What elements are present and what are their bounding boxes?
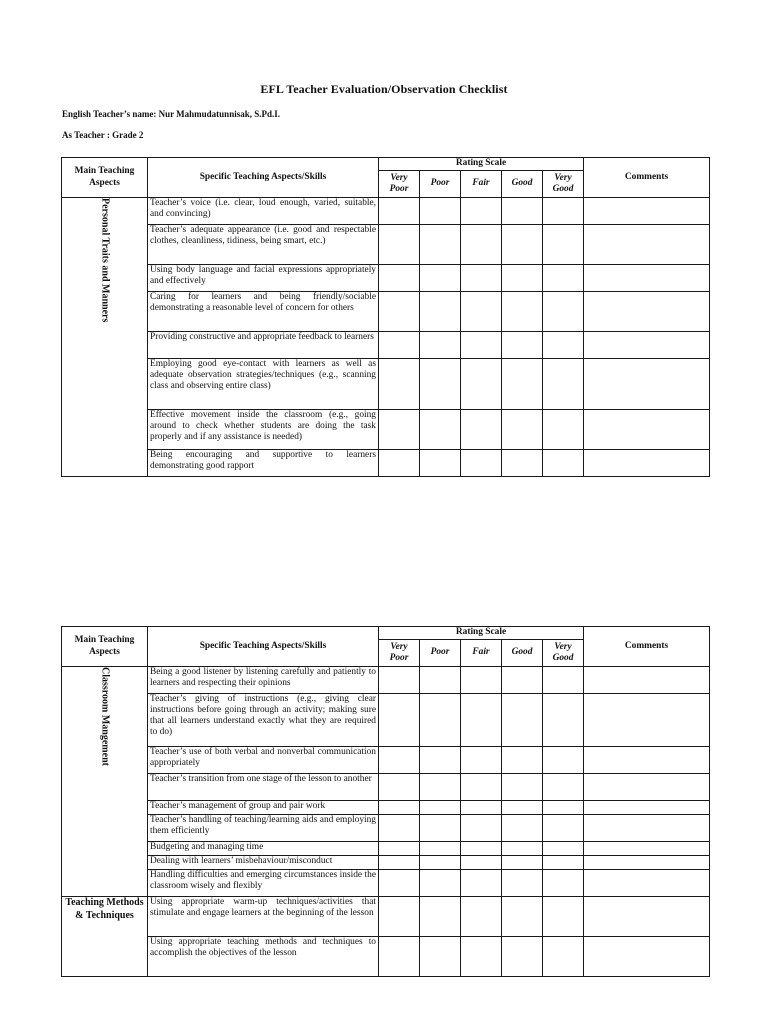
rating-very-poor: Very Poor	[379, 171, 420, 198]
rating-cell[interactable]	[502, 667, 543, 694]
skill-text: Budgeting and managing time	[148, 842, 379, 856]
skill-row	[62, 937, 710, 977]
rating-cell[interactable]	[543, 774, 584, 801]
rating-cell[interactable]	[420, 225, 461, 265]
rating-cell[interactable]	[461, 410, 502, 450]
rating-cell[interactable]	[502, 897, 543, 937]
rating-cell[interactable]	[461, 870, 502, 897]
evaluation-table-1	[61, 157, 710, 477]
comment-cell[interactable]	[584, 801, 710, 815]
rating-cell[interactable]	[502, 856, 543, 870]
rating-cell[interactable]	[502, 292, 543, 332]
rating-cell[interactable]	[543, 870, 584, 897]
rating-cell[interactable]	[420, 198, 461, 225]
skill-text: Using body language and facial expressions appropriately and effectively	[148, 265, 379, 292]
rating-cell[interactable]	[502, 801, 543, 815]
main-aspect-label: Classroom Mangement	[99, 667, 111, 766]
skill-text: Teacher’s giving of instructions (e.g., giving clear instructions before going through an activity; making sure that all learners understand exactly what they are required to do)	[148, 694, 379, 747]
comment-cell[interactable]	[584, 747, 710, 774]
comments-header: Comments	[584, 627, 710, 667]
rating-cell[interactable]	[502, 815, 543, 842]
rating-cell[interactable]	[461, 897, 502, 937]
rating-cell[interactable]	[379, 225, 420, 265]
skill-row	[62, 410, 710, 450]
main-aspect-label: Personal Traits and Manners	[99, 198, 111, 323]
comment-cell[interactable]	[584, 774, 710, 801]
rating-cell[interactable]	[502, 694, 543, 747]
skill-text: Employing good eye-contact with learners as well as adequate observation strategies/techniques (e.g., scanning class and observing entire class)	[148, 359, 379, 410]
rating-cell[interactable]	[379, 815, 420, 842]
rating-cell[interactable]	[543, 225, 584, 265]
skill-text: Teacher’s handling of teaching/learning aids and employing them efficiently	[148, 815, 379, 842]
rating-cell[interactable]	[379, 774, 420, 801]
skill-text: Providing constructive and appropriate feedback to learners	[148, 332, 379, 359]
main-aspect-label: Teaching Methods & Techniques	[65, 897, 144, 921]
rating-cell[interactable]	[543, 815, 584, 842]
comment-cell[interactable]	[584, 870, 710, 897]
specific-skills-header: Specific Teaching Aspects/Skills	[148, 158, 379, 198]
skill-row	[62, 774, 710, 801]
rating-cell[interactable]	[502, 774, 543, 801]
rating-cell[interactable]	[379, 450, 420, 477]
comment-cell[interactable]	[584, 265, 710, 292]
rating-cell[interactable]	[420, 815, 461, 842]
rating-cell[interactable]	[543, 198, 584, 225]
skill-row	[62, 897, 710, 937]
rating-cell[interactable]	[379, 292, 420, 332]
skill-row	[62, 265, 710, 292]
rating-cell[interactable]	[379, 694, 420, 747]
skill-row	[62, 801, 710, 815]
rating-cell[interactable]	[502, 842, 543, 856]
rating-cell[interactable]	[543, 292, 584, 332]
rating-scale-header: Rating Scale	[379, 158, 584, 171]
rating-very-good: Very Good	[543, 640, 584, 667]
comment-cell[interactable]	[584, 667, 710, 694]
rating-cell[interactable]	[379, 842, 420, 856]
rating-cell[interactable]	[379, 332, 420, 359]
skill-row	[62, 292, 710, 332]
rating-cell[interactable]	[379, 856, 420, 870]
main-aspect-cell	[62, 667, 148, 897]
comment-cell[interactable]	[584, 450, 710, 477]
rating-cell[interactable]	[543, 937, 584, 977]
rating-cell[interactable]	[461, 842, 502, 856]
skill-text: Effective movement inside the classroom (e.g., going around to check whether students are doing the task properly and if any assistance is needed)	[148, 410, 379, 450]
comment-cell[interactable]	[584, 359, 710, 410]
comment-cell[interactable]	[584, 856, 710, 870]
rating-very-poor: Very Poor	[379, 640, 420, 667]
skill-row	[62, 856, 710, 870]
skill-text: Using appropriate warm-up techniques/activities that stimulate and engage learners at the beginning of the lesson	[148, 897, 379, 937]
main-aspects-header: Main Teaching Aspects	[62, 627, 148, 667]
rating-cell[interactable]	[420, 937, 461, 977]
rating-cell[interactable]	[502, 359, 543, 410]
comments-header: Comments	[584, 158, 710, 198]
rating-cell[interactable]	[461, 292, 502, 332]
rating-fair: Fair	[461, 171, 502, 198]
main-aspect-cell	[62, 897, 148, 977]
skill-row	[62, 667, 710, 694]
rating-cell[interactable]	[379, 747, 420, 774]
rating-cell[interactable]	[461, 198, 502, 225]
rating-cell[interactable]	[461, 774, 502, 801]
rating-cell[interactable]	[461, 747, 502, 774]
teacher-name-line: English Teacher’s name: Nur Mahmudatunnisak, S.Pd.I.	[62, 109, 280, 119]
skill-text: Teacher’s adequate appearance (i.e. good and respectable clothes, cleanliness, tidiness, being smart, etc.)	[148, 225, 379, 265]
rating-cell[interactable]	[461, 801, 502, 815]
comment-cell[interactable]	[584, 225, 710, 265]
rating-cell[interactable]	[379, 265, 420, 292]
comment-cell[interactable]	[584, 292, 710, 332]
rating-cell[interactable]	[420, 774, 461, 801]
rating-scale-header: Rating Scale	[379, 627, 584, 640]
main-aspects-header: Main Teaching Aspects	[62, 158, 148, 198]
rating-cell[interactable]	[543, 410, 584, 450]
rating-cell[interactable]	[379, 937, 420, 977]
comment-cell[interactable]	[584, 842, 710, 856]
rating-cell[interactable]	[420, 265, 461, 292]
rating-cell[interactable]	[420, 694, 461, 747]
rating-cell[interactable]	[502, 265, 543, 292]
rating-cell[interactable]	[461, 937, 502, 977]
evaluation-table-2	[61, 626, 710, 977]
rating-cell[interactable]	[543, 856, 584, 870]
skill-text: Handling difficulties and emerging circumstances inside the classroom wisely and flexibly	[148, 870, 379, 897]
rating-cell[interactable]	[502, 225, 543, 265]
rating-cell[interactable]	[379, 198, 420, 225]
rating-poor: Poor	[420, 171, 461, 198]
rating-cell[interactable]	[420, 842, 461, 856]
rating-cell[interactable]	[420, 870, 461, 897]
rating-cell[interactable]	[420, 747, 461, 774]
rating-cell[interactable]	[502, 198, 543, 225]
skill-row	[62, 225, 710, 265]
skill-row	[62, 332, 710, 359]
skill-text: Teacher’s voice (i.e. clear, loud enough, varied, suitable, and convincing)	[148, 198, 379, 225]
rating-cell[interactable]	[461, 332, 502, 359]
rating-cell[interactable]	[461, 667, 502, 694]
document-title: EFL Teacher Evaluation/Observation Checklist	[260, 82, 508, 96]
main-aspect-cell	[62, 198, 148, 477]
rating-cell[interactable]	[502, 332, 543, 359]
skill-row	[62, 694, 710, 747]
rating-cell[interactable]	[420, 332, 461, 359]
rating-cell[interactable]	[379, 667, 420, 694]
rating-cell[interactable]	[543, 801, 584, 815]
specific-skills-header: Specific Teaching Aspects/Skills	[148, 627, 379, 667]
rating-cell[interactable]	[420, 359, 461, 410]
rating-cell[interactable]	[502, 450, 543, 477]
rating-cell[interactable]	[543, 667, 584, 694]
rating-cell[interactable]	[461, 450, 502, 477]
skill-row	[62, 815, 710, 842]
rating-cell[interactable]	[502, 937, 543, 977]
skill-text: Caring for learners and being friendly/sociable demonstrating a reasonable level of concern for others	[148, 292, 379, 332]
rating-cell[interactable]	[420, 801, 461, 815]
rating-cell[interactable]	[420, 856, 461, 870]
rating-cell[interactable]	[502, 870, 543, 897]
skill-row	[62, 870, 710, 897]
comment-cell[interactable]	[584, 897, 710, 937]
rating-cell[interactable]	[379, 870, 420, 897]
rating-cell[interactable]	[379, 801, 420, 815]
rating-good: Good	[502, 171, 543, 198]
rating-cell[interactable]	[379, 410, 420, 450]
rating-cell[interactable]	[420, 292, 461, 332]
skill-text: Being a good listener by listening carefully and patiently to learners and respecting their opinions	[148, 667, 379, 694]
rating-cell[interactable]	[379, 897, 420, 937]
skill-row	[62, 359, 710, 410]
comment-cell[interactable]	[584, 937, 710, 977]
skill-text: Using appropriate teaching methods and techniques to accomplish the objectives of the lesson	[148, 937, 379, 977]
rating-cell[interactable]	[420, 897, 461, 937]
rating-cell[interactable]	[543, 747, 584, 774]
rating-fair: Fair	[461, 640, 502, 667]
skill-text: Teacher’s management of group and pair work	[148, 801, 379, 815]
rating-cell[interactable]	[461, 225, 502, 265]
rating-cell[interactable]	[543, 359, 584, 410]
skill-text: Dealing with learners’ misbehaviour/misconduct	[148, 856, 379, 870]
skill-row	[62, 747, 710, 774]
rating-cell[interactable]	[502, 410, 543, 450]
rating-very-good: Very Good	[543, 171, 584, 198]
rating-cell[interactable]	[461, 694, 502, 747]
rating-cell[interactable]	[543, 842, 584, 856]
rating-cell[interactable]	[461, 815, 502, 842]
rating-cell[interactable]	[461, 856, 502, 870]
skill-text: Teacher’s transition from one stage of the lesson to another	[148, 774, 379, 801]
comment-cell[interactable]	[584, 694, 710, 747]
rating-cell[interactable]	[420, 410, 461, 450]
rating-cell[interactable]	[543, 450, 584, 477]
rating-cell[interactable]	[420, 450, 461, 477]
rating-cell[interactable]	[543, 332, 584, 359]
rating-cell[interactable]	[543, 265, 584, 292]
rating-cell[interactable]	[379, 359, 420, 410]
skill-text: Teacher’s use of both verbal and nonverbal communication appropriately	[148, 747, 379, 774]
skill-row	[62, 450, 710, 477]
skill-text: Being encouraging and supportive to learners demonstrating good rapport	[148, 450, 379, 477]
comment-cell[interactable]	[584, 332, 710, 359]
rating-cell[interactable]	[543, 897, 584, 937]
rating-cell[interactable]	[543, 694, 584, 747]
comment-cell[interactable]	[584, 198, 710, 225]
rating-good: Good	[502, 640, 543, 667]
comment-cell[interactable]	[584, 410, 710, 450]
rating-cell[interactable]	[420, 667, 461, 694]
rating-cell[interactable]	[461, 265, 502, 292]
rating-cell[interactable]	[502, 747, 543, 774]
skill-row	[62, 198, 710, 225]
comment-cell[interactable]	[584, 815, 710, 842]
as-teacher-line: As Teacher : Grade 2	[62, 130, 144, 140]
rating-poor: Poor	[420, 640, 461, 667]
skill-row	[62, 842, 710, 856]
rating-cell[interactable]	[461, 359, 502, 410]
